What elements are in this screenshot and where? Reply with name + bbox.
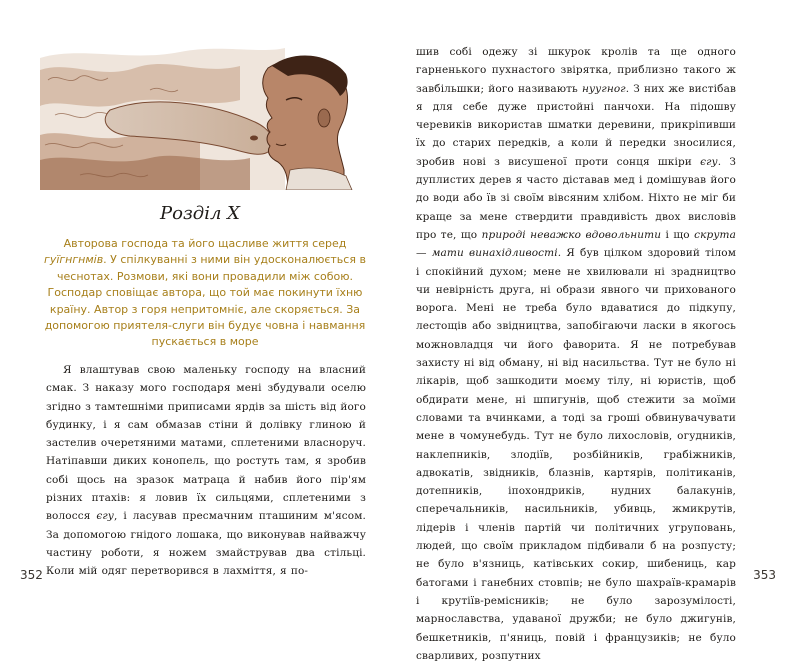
left-body-text: Я влаштував свою маленьку господу на власний смак. З наказу мого господаря мені збудували оселю згідно з тамтешніми приписами ярдів за шість від його будинку, і я сам обмазав стіни й долівку глиною й застелив очеретяними матами, сплетеними власноруч. Натіпавши диких конопель, що ростуть там, я зробив собі щось на зразок матраца й набив його пір'ям різних птахів: я ловив їх сильцями, сплетеними з волосся єгу, і ласував пресмачним пташиним м'ясом. За допомогою гнідого лошака, що виконував найважчу частину роботи, я ножем змайстрував два стільці. Коли мій одяг перетворився в лахміття, я по- — [46, 364, 366, 578]
page-number: 353 — [753, 568, 776, 582]
page-number: 352 — [20, 568, 43, 582]
chapter-title: Розділ X — [160, 203, 240, 224]
left-page — [0, 0, 400, 608]
chapter-illustration — [40, 40, 370, 190]
chapter-summary: Авторова господа та його щасливе життя серед гуїгнгнмів. У спілкуванні з ними він удосконалюється в чеснотах. Розмови, які вони провадили між собою. Господар сповіщає автора, що той має покинути їхню країну. Автор з горя непритомніє, але скоряється. За допомогою приятеля-слуги він будує човна і навмання пускається в море — [44, 237, 366, 349]
right-body-text: шив собі одежу зі шкурок кролів та ще одного гарненького пухнастого звірятка, приблизно такого ж завбільшки; його називають нуугног. З них же вистібав я для себе дуже пристойні панчохи. На підошву черевиків використав шматки деревини, прикріпивши їх до старих передків, а коли й передки зносилися, зробив нові з висушеної проти сонця шкіри єгу. З дуплистих дерев я часто діставав мед і домішував його до води або їв зі своїм вівсяним хлібом. Ніхто не міг би краще за мене ствердити правдивість двох висловів про те, що природі неважко вдовольнити і що скрута — мати винахідливості. Я був цілком здоровий тілом і спокійний духом; мене не хвилювали ні зрадництво чи невірність друга, ні образи явного чи прихованого ворога. Мені не треба було вдаватися до підкупу, лестощів або звідництва, запобігаючи ласки в якогось можновладця чи його фаворита. Я не потребував захисту ні від обману, ні від насильства. Тут не було ні лікарів, щоб зашкодити моєму тілу, ні юристів, щоб обдирати мене, ні шпигунів, щоб стежити за моїми словами та вчинками, а тоді за гроші обвинувачувати мене в чомунебудь. Тут не було лихословів, огудників, наклепників, злодіїв, розбійників, грабіжників, адвокатів, звідників, блазнів, картярів, політиканів, дотепників, іпохондриків, нудних балакунів, сперечальників, насильників, убивць, жмикрутів, лідерів і членів партій чи політичних угруповань, людей, що своїм прикладом підбивали б на розпусту; не було в'язниць, катівських сокир, шибениць, кар батогами і ганебних стовпів; не було шахраїв-крамарів і крутіїв-ремісників; не було зарозумілості, марнославства, удаваної дружби; не було джигунів, бешкетників, п'яниць, повій і французиків; не було сварливих, розпутних — [416, 46, 737, 662]
right-page — [400, 0, 800, 662]
